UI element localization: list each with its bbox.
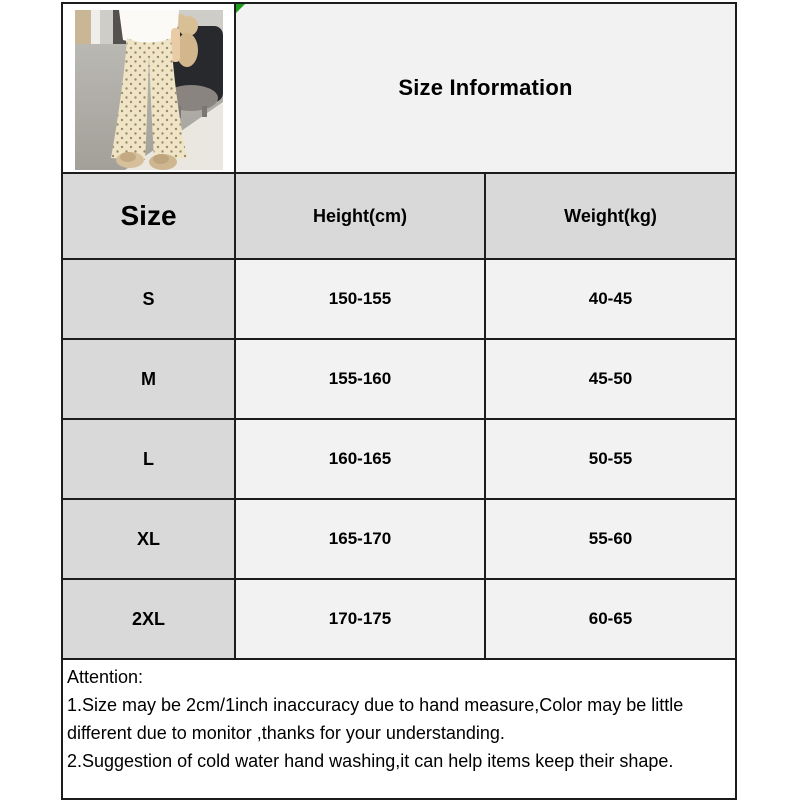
weight-cell: 60-65 — [485, 579, 736, 659]
attention-note-1: 1.Size may be 2cm/1inch inaccuracy due to hand measure,Color may be little different due to monitor ,thanks for your understanding. — [67, 695, 684, 743]
size-cell: XL — [62, 499, 235, 579]
size-cell: 2XL — [62, 579, 235, 659]
product-photo-cell — [62, 3, 235, 173]
column-header-height: Height(cm) — [235, 173, 485, 259]
size-cell: S — [62, 259, 235, 339]
table-row — [62, 499, 736, 579]
table-row — [62, 259, 736, 339]
size-table — [61, 2, 737, 800]
height-cell: 160-165 — [235, 419, 485, 499]
cell-flag-icon — [236, 4, 245, 13]
title-cell — [235, 3, 736, 173]
weight-cell: 50-55 — [485, 419, 736, 499]
weight-cell: 55-60 — [485, 499, 736, 579]
height-cell: 170-175 — [235, 579, 485, 659]
size-cell: M — [62, 339, 235, 419]
attention-heading: Attention: — [67, 667, 144, 687]
weight-cell: 40-45 — [485, 259, 736, 339]
column-header-weight: Weight(kg) — [485, 173, 736, 259]
product-photo — [75, 10, 223, 170]
table-row — [62, 339, 736, 419]
height-cell: 150-155 — [235, 259, 485, 339]
weight-cell: 45-50 — [485, 339, 736, 419]
attention-note-cell — [62, 659, 736, 799]
table-row — [62, 579, 736, 659]
attention-note-2: 2.Suggestion of cold water hand washing,it can help items keep their shape. — [67, 751, 674, 771]
page-title: Size Information — [398, 75, 573, 100]
column-header-size: Size — [62, 173, 235, 259]
size-cell: L — [62, 419, 235, 499]
height-cell: 155-160 — [235, 339, 485, 419]
white-shirt — [119, 10, 179, 43]
height-cell: 165-170 — [235, 499, 485, 579]
table-row — [62, 419, 736, 499]
